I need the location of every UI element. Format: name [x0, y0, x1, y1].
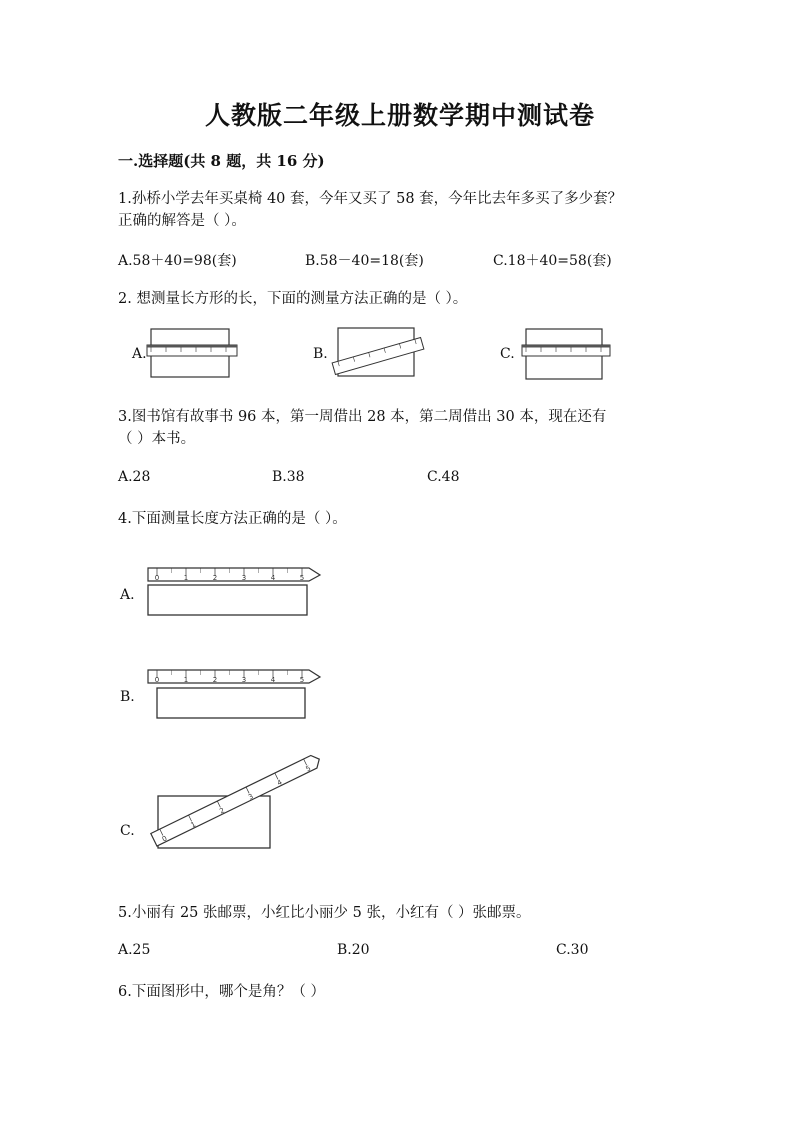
ruler-mark-1: 1: [183, 676, 189, 684]
ruler-mark-4: 4: [270, 574, 276, 582]
rectangle-shape: [148, 585, 307, 615]
q2-option-c[interactable]: C.: [500, 346, 515, 362]
ruler-mark-5: 5: [299, 676, 305, 684]
q2-option-b[interactable]: B.: [313, 346, 328, 362]
q5-option-c[interactable]: C.30: [556, 942, 589, 958]
q3-option-c[interactable]: C.48: [427, 469, 460, 485]
q4-figure-c: [145, 764, 325, 852]
question-6-text: 6.下面图形中，哪个是角？（ ）: [118, 984, 325, 1000]
ruler-mark-5: 5: [304, 764, 313, 774]
q3-option-b[interactable]: B.38: [272, 469, 305, 485]
ruler-icon: [147, 345, 237, 356]
ruler-mark-1: 1: [183, 574, 189, 582]
q1-option-c[interactable]: C.18＋40=58(套): [493, 253, 612, 269]
ruler-mark-0: 0: [160, 834, 169, 844]
question-1-line-2: 正确的解答是（ ）。: [118, 213, 246, 229]
question-3-line-1: 3.图书馆有故事书 96 本，第一周借出 28 本，第二周借出 30 本，现在还有: [118, 409, 607, 425]
ruler-mark-4: 4: [275, 778, 284, 788]
ruler-mark-3: 3: [247, 792, 255, 802]
question-2-text: 2. 想测量长方形的长，下面的测量方法正确的是（ ）。: [118, 291, 468, 307]
q1-option-b[interactable]: B.58－40=18(套): [305, 253, 424, 269]
ruler-mark-4: 4: [270, 676, 276, 684]
question-3-line-2: （ ）本书。: [118, 431, 196, 447]
question-1-line-1: 1.孙桥小学去年买桌椅 40 套，今年又买了 58 套，今年比去年多买了多少套？: [118, 191, 623, 207]
q2-figure-c: [520, 325, 620, 383]
ruler-mark-1: 1: [189, 820, 198, 830]
ruler-mark-2: 2: [212, 574, 218, 582]
q2-option-a[interactable]: A.: [132, 346, 147, 362]
ruler-mark-3: 3: [241, 574, 247, 582]
q4-figure-a: [145, 565, 325, 617]
ruler-mark-0: 0: [154, 574, 160, 582]
ruler-mark-3: 3: [241, 676, 247, 684]
ruler-mark-2: 2: [218, 806, 226, 816]
ruler-icon: [151, 753, 323, 847]
ruler-mark-2: 2: [212, 676, 218, 684]
q4-option-c[interactable]: C.: [120, 823, 135, 839]
ruler-icon: [148, 568, 320, 582]
ruler-mark-5: 5: [299, 574, 305, 582]
q5-option-b[interactable]: B.20: [337, 942, 370, 958]
ruler-mark-0: 0: [154, 676, 160, 684]
q4-figure-b: [145, 667, 325, 721]
ruler-icon: [522, 345, 610, 356]
page-title: 人教版二年级上册数学期中测试卷: [204, 101, 595, 130]
q3-option-a[interactable]: A.28: [118, 469, 151, 485]
question-4-text: 4.下面测量长度方法正确的是（ ）。: [118, 511, 347, 527]
q2-figure-b: [330, 322, 430, 384]
ruler-icon: [148, 670, 320, 684]
section-heading: 一.选择题(共 8 题，共 16 分): [118, 152, 325, 170]
q5-option-a[interactable]: A.25: [118, 942, 151, 958]
ruler-icon: [332, 338, 424, 375]
q1-option-a[interactable]: A.58＋40=98(套): [118, 253, 237, 269]
question-5-text: 5.小丽有 25 张邮票，小红比小丽少 5 张，小红有（ ）张邮票。: [118, 905, 531, 921]
q4-option-b[interactable]: B.: [120, 689, 135, 705]
q4-option-a[interactable]: A.: [120, 587, 135, 603]
q2-figure-a: [145, 325, 245, 383]
rectangle-shape: [157, 688, 305, 718]
